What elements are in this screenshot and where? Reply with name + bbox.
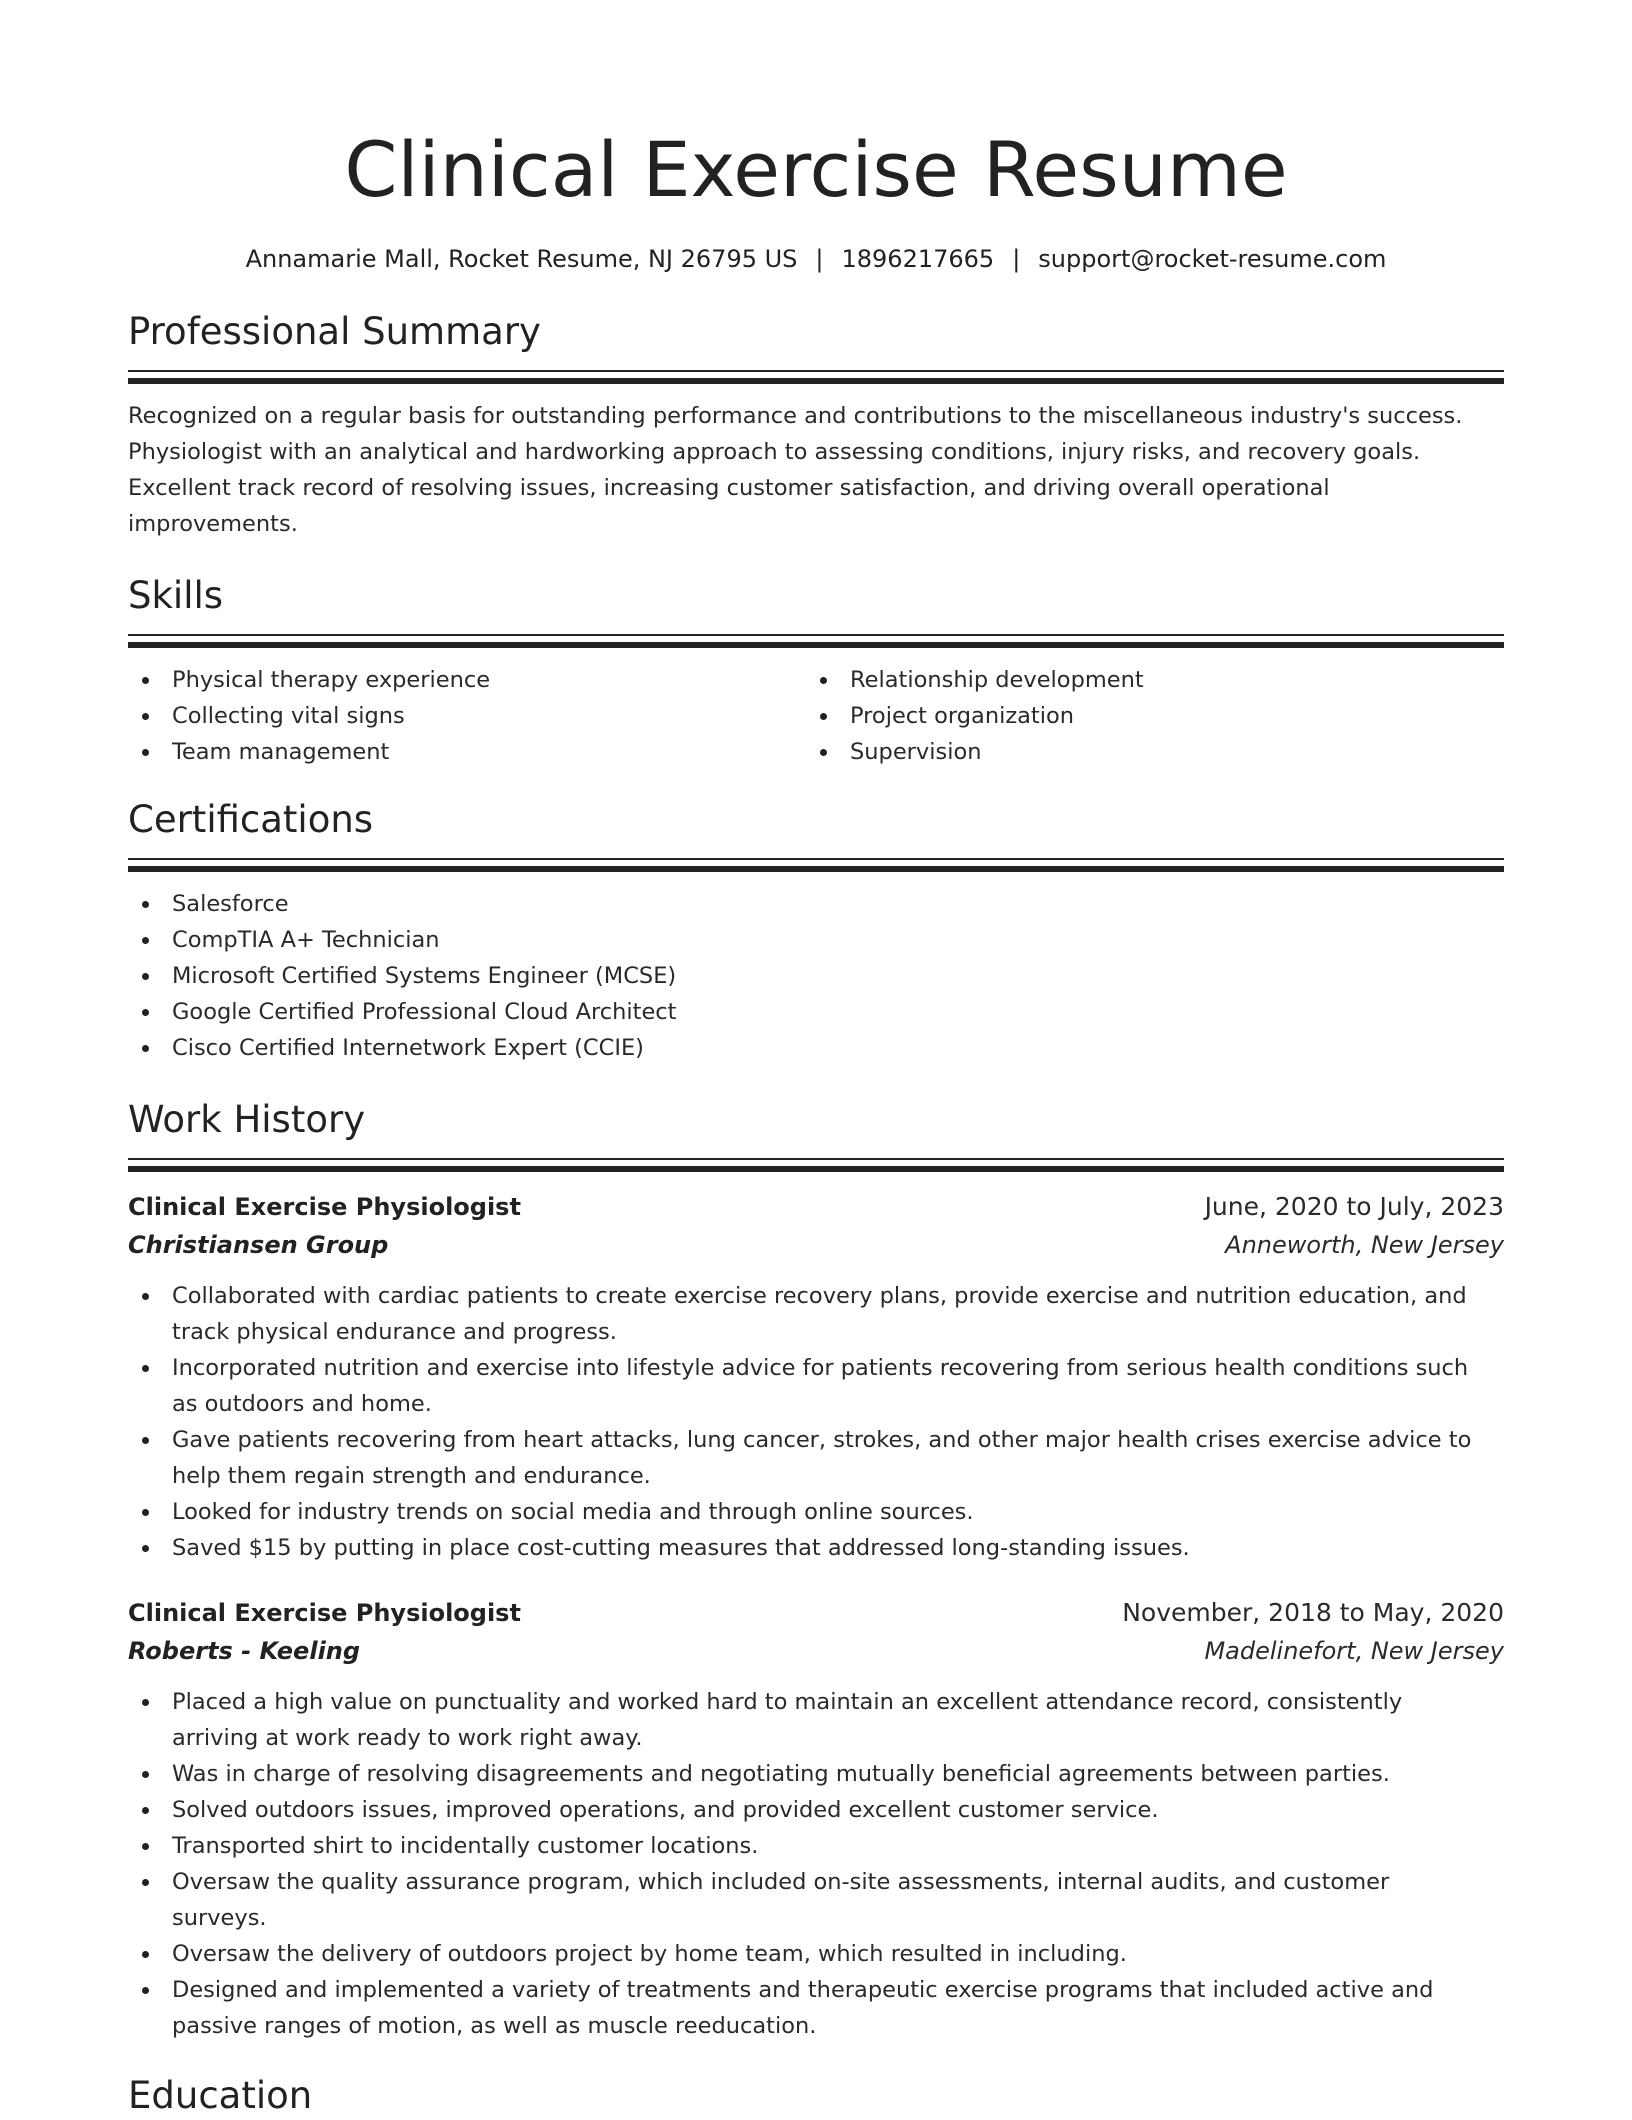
bullet-icon (142, 1365, 149, 1372)
bullet-icon (142, 937, 149, 944)
job-duty-item: Collaborated with cardiac patients to create exercise recovery plans, provide exercise and nutrition education, and track physical endurance and progress. (128, 1278, 1504, 1350)
job-dates: June, 2020 to July, 2023 (1204, 1192, 1504, 1221)
certification-item: Microsoft Certified Systems Engineer (MCSE) (128, 958, 1504, 994)
bullet-icon (142, 713, 149, 720)
section-divider-thick (128, 378, 1504, 384)
certification-item: Cisco Certified Internetwork Expert (CCIE) (128, 1030, 1504, 1066)
job-company: Roberts - Keeling (128, 1637, 361, 1665)
job-duty-item: Transported shirt to incidentally customer locations. (128, 1828, 1504, 1864)
section-divider-thick (128, 642, 1504, 648)
contact-separator: | (1012, 245, 1021, 273)
bullet-icon (142, 1807, 149, 1814)
section-heading-summary: Professional Summary (128, 310, 541, 353)
job-duty-item: Gave patients recovering from heart attacks, lung cancer, strokes, and other major health crises exercise advice to help them regain strength and endurance. (128, 1422, 1504, 1494)
job-header-row (128, 1594, 1504, 1632)
job-duty-item: Oversaw the delivery of outdoors project by home team, which resulted in including. (128, 1936, 1504, 1972)
section-divider-thin (128, 1158, 1504, 1160)
certification-item: Google Certified Professional Cloud Architect (128, 994, 1504, 1030)
skill-item: Relationship development (806, 662, 1484, 698)
resume-title: Clinical Exercise Resume (344, 125, 1288, 214)
section-divider-thin (128, 858, 1504, 860)
job-duty-item: Looked for industry trends on social media and through online sources. (128, 1494, 1504, 1530)
section-heading-skills: Skills (128, 574, 224, 617)
bullet-icon (142, 1545, 149, 1552)
bullet-icon (142, 1437, 149, 1444)
job-entry (128, 1188, 1504, 1566)
bullet-icon (142, 1843, 149, 1850)
section-divider-thin (128, 634, 1504, 636)
bullet-icon (820, 749, 827, 756)
contact-separator: | (815, 245, 824, 273)
bullet-icon (142, 1879, 149, 1886)
job-location: Anneworth, New Jersey (1225, 1231, 1504, 1259)
bullet-icon (142, 973, 149, 980)
bullet-icon (142, 901, 149, 908)
skills-list-right (806, 662, 1484, 770)
bullet-icon (142, 749, 149, 756)
bullet-icon (820, 713, 827, 720)
job-duty-item: Oversaw the quality assurance program, which included on-site assessments, internal audits, and customer surveys. (128, 1864, 1504, 1936)
summary-line: Excellent track record of resolving issues, increasing customer satisfaction, and driving overall operational (128, 475, 1330, 501)
summary-line: improvements. (128, 511, 298, 537)
section-heading-education: Education (128, 2074, 313, 2117)
summary-section (128, 308, 1504, 542)
section-divider-thin (128, 370, 1504, 372)
summary-line: Physiologist with an analytical and hardworking approach to assessing conditions, injury risks, and recovery goals. (128, 439, 1421, 465)
bullet-icon (142, 1771, 149, 1778)
skill-item: Team management (128, 734, 806, 770)
bullet-icon (820, 677, 827, 684)
contact-line (128, 242, 1504, 276)
bullet-icon (142, 1509, 149, 1516)
skills-columns (128, 662, 1504, 770)
skills-section (128, 572, 1504, 770)
job-entry (128, 1594, 1504, 2044)
work-history-section (128, 1096, 1504, 2044)
skill-item: Project organization (806, 698, 1484, 734)
certification-item: CompTIA A+ Technician (128, 922, 1504, 958)
job-subheader-row (128, 1226, 1504, 1264)
section-heading-work-history: Work History (128, 1098, 366, 1141)
education-section (128, 2072, 1504, 2120)
bullet-icon (142, 1951, 149, 1958)
section-heading-certifications: Certifications (128, 798, 374, 841)
job-duty-item: Placed a high value on punctuality and worked hard to maintain an excellent attendance record, consistently arriving at work ready to work right away. (128, 1684, 1504, 1756)
job-duty-item: Was in charge of resolving disagreements and negotiating mutually beneficial agreements between parties. (128, 1756, 1504, 1792)
job-company: Christiansen Group (128, 1231, 389, 1259)
bullet-icon (142, 1987, 149, 1994)
certifications-section (128, 796, 1504, 1066)
resume-page (128, 0, 1504, 2120)
job-duties-list (128, 1684, 1504, 2044)
skill-item: Physical therapy experience (128, 662, 806, 698)
skill-item: Collecting vital signs (128, 698, 806, 734)
summary-line: Recognized on a regular basis for outstanding performance and contributions to the miscellaneous industry's success. (128, 403, 1463, 429)
job-duty-item: Saved $15 by putting in place cost-cutting measures that addressed long-standing issues. (128, 1530, 1504, 1566)
bullet-icon (142, 1045, 149, 1052)
section-divider-thick (128, 866, 1504, 872)
job-duty-item: Solved outdoors issues, improved operations, and provided excellent customer service. (128, 1792, 1504, 1828)
certification-item: Salesforce (128, 886, 1504, 922)
skills-list-left (128, 662, 806, 770)
contact-phone: 1896217665 (841, 245, 995, 273)
contact-address: Annamarie Mall, Rocket Resume, NJ 26795 US (245, 245, 798, 273)
job-title: Clinical Exercise Physiologist (128, 1193, 521, 1221)
job-duty-item: Designed and implemented a variety of treatments and therapeutic exercise programs that included active and passive ranges of motion, as well as muscle reeducation. (128, 1972, 1504, 2044)
summary-text (128, 398, 1504, 542)
section-divider-thick (128, 1166, 1504, 1172)
skill-item: Supervision (806, 734, 1484, 770)
job-location: Madelinefort, New Jersey (1204, 1637, 1504, 1665)
bullet-icon (142, 1009, 149, 1016)
job-dates: November, 2018 to May, 2020 (1122, 1598, 1504, 1627)
certifications-list (128, 886, 1504, 1066)
bullet-icon (142, 677, 149, 684)
job-header-row (128, 1188, 1504, 1226)
bullet-icon (142, 1293, 149, 1300)
job-title: Clinical Exercise Physiologist (128, 1599, 521, 1627)
job-duties-list (128, 1278, 1504, 1566)
contact-email[interactable]: support@rocket-resume.com (1038, 245, 1387, 273)
job-duty-item: Incorporated nutrition and exercise into lifestyle advice for patients recovering from serious health conditions such as outdoors and home. (128, 1350, 1504, 1422)
bullet-icon (142, 1699, 149, 1706)
job-subheader-row (128, 1632, 1504, 1670)
